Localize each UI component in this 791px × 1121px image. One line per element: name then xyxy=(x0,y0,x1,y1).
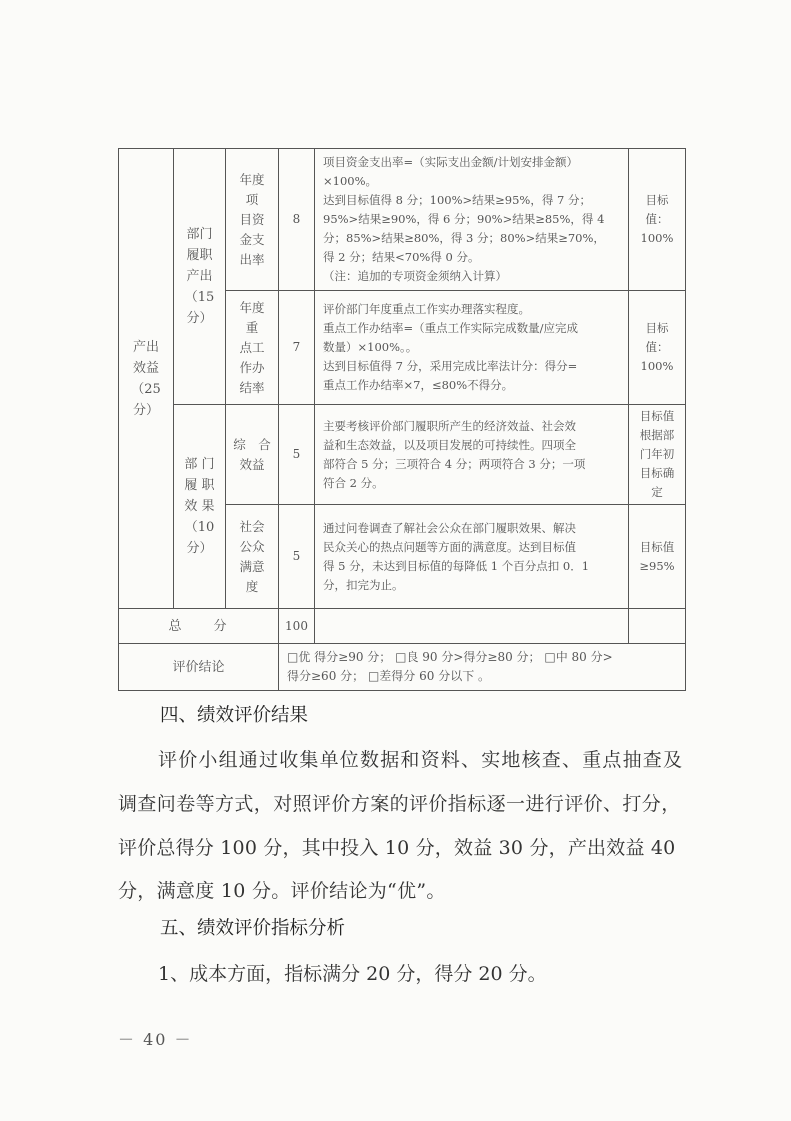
indicator-name: 年度 重 点工 作办 结率 xyxy=(226,291,279,405)
indicator-standard: 主要考核评价部门履职所产生的经济效益、社会效 益和生态效益，以及项目发展的可持续性。四项全 部符合 5 分；三项符合 4 分；两项符合 3 分；一项 符合 2 分。 xyxy=(315,405,629,505)
category-output-benefit: 产出 效益 （25 分） xyxy=(119,149,174,609)
paragraph-line: 分，满意度 10 分。评价结论为“优”。 xyxy=(118,880,446,902)
indicator-score: 5 xyxy=(279,405,315,505)
total-empty-cell xyxy=(315,609,629,644)
paragraph-line: 评价小组通过收集单位数据和资料、实地核查、重点抽查及 xyxy=(158,749,684,771)
indicator-standard: 评价部门年度重点工作实办理落实程度。 重点工作办结率=（重点工作实际完成数量/应完成 数量）×100%。。 达到目标值得 7 分，采用完成比率法计分：得分= 重点工作办结率×7，≤80%不得分。 xyxy=(315,291,629,405)
table-row xyxy=(119,149,686,291)
indicator-target: 目标值 根据部 门年初 目标确 定 xyxy=(629,405,686,505)
indicator-score: 5 xyxy=(279,505,315,609)
paragraph-line: 调查问卷等方式，对照评价方案的评价指标逐一进行评价、打分， xyxy=(118,793,681,815)
indicator-name: 年度 项 目资 金支 出率 xyxy=(226,149,279,291)
indicator-standard: 项目资金支出率=（实际支出金额/计划安排金额） ×100%。 达到目标值得 8 分；100%>结果≥95%，得 7 分； 95%>结果≥90%，得 6 分；90%>结果≥85%，得 4 分；85%>结果≥80%，得 3 分；80%>结果≥70%， 得 2 分；结果<70%得 0 分。 （注：追加的专项资金须纳入计算） xyxy=(315,149,629,291)
section-4-heading: 四、绩效评价结果 xyxy=(160,705,309,726)
indicator-name: 社会 公众 满意 度 xyxy=(226,505,279,609)
indicator-target: 目标值 ≥95% xyxy=(629,505,686,609)
paragraph-line: 评价总得分 100 分，其中投入 10 分，效益 30 分，产出效益 40 xyxy=(118,837,676,859)
paragraph-line: 1、成本方面，指标满分 20 分，得分 20 分。 xyxy=(158,963,547,985)
indicator-score: 8 xyxy=(279,149,315,291)
evaluation-table xyxy=(118,148,686,691)
page-number: － 40 － xyxy=(118,1030,193,1049)
total-empty-cell xyxy=(629,609,686,644)
conclusion-options: □优 得分≥90 分； □良 90 分>得分≥80 分； □中 80 分> 得分≥60 分； □差得分 60 分以下 。 xyxy=(279,644,686,691)
table-row xyxy=(119,405,686,505)
section-5-heading: 五、绩效评价指标分析 xyxy=(160,918,346,939)
conclusion-label: 评价结论 xyxy=(119,644,279,691)
conclusion-row xyxy=(119,644,686,691)
indicator-score: 7 xyxy=(279,291,315,405)
subcategory-duty-output: 部门 履职 产出 （15 分） xyxy=(174,149,226,405)
subcategory-duty-effect: 部 门 履 职 效 果 （10 分） xyxy=(174,405,226,609)
indicator-standard: 通过问卷调查了解社会公众在部门履职效果、解决 民众关心的热点问题等方面的满意度。达到目标值 得 5 分，未达到目标值的每降低 1 个百分点扣 0．1 分，扣完为止。 xyxy=(315,505,629,609)
total-score: 100 xyxy=(279,609,315,644)
indicator-name: 综 合 效益 xyxy=(226,405,279,505)
indicator-target: 目标 值： 100% xyxy=(629,149,686,291)
total-row xyxy=(119,609,686,644)
total-label: 总 分 xyxy=(119,609,279,644)
indicator-target: 目标 值： 100% xyxy=(629,291,686,405)
